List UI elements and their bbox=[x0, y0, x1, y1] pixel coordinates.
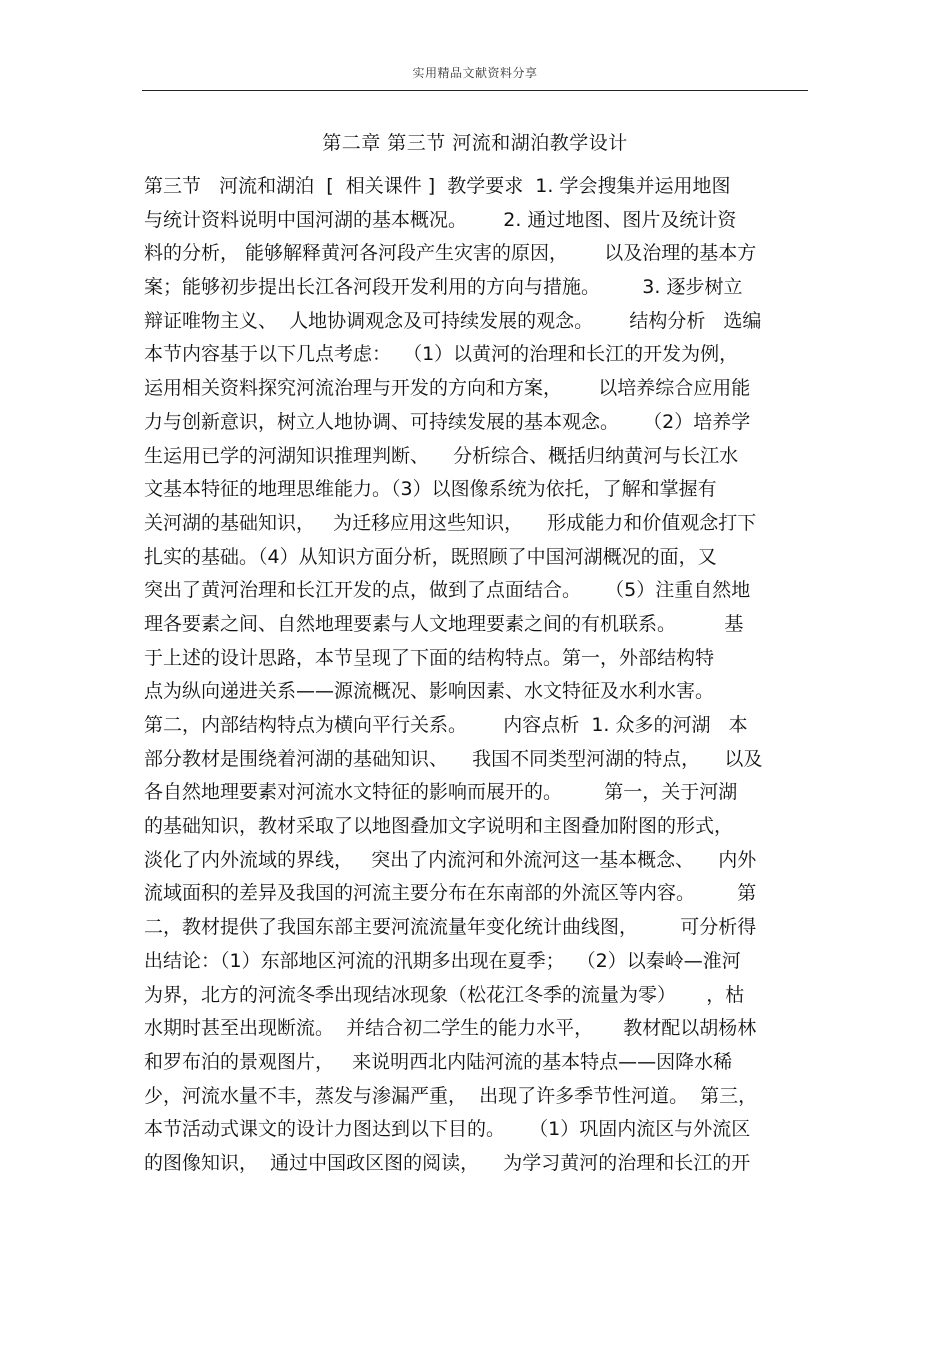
text-line: 于上述的设计思路，本节呈现了下面的结构特点。第一，外部结构特 bbox=[144, 646, 715, 669]
text-line: 出结论：（1）东部地区河流的汛期多出现在夏季； （2）以秦岭—淮河 bbox=[144, 949, 741, 972]
text-line: 案；能够初步提出长江各河段开发利用的方向与措施。 3. 逐步树立 bbox=[144, 276, 743, 299]
text-line: 为界，北方的河流冬季出现结冰现象（松花江冬季的流量为零） ，枯 bbox=[144, 983, 745, 1006]
text-line: 少，河流水量不丰，蒸发与渗漏严重， 出现了许多季节性河道。 第三， bbox=[144, 1084, 758, 1107]
text-line: 与统计资料说明中国河湖的基本概况。 2. 通过地图、图片及统计资 bbox=[144, 208, 737, 231]
text-line: 辩证唯物主义、 人地协调观念及可持续发展的观念。 结构分析 选编 bbox=[144, 309, 762, 332]
text-line: 文基本特征的地理思维能力。（3）以图像系统为依托，了解和掌握有 bbox=[144, 478, 717, 501]
text-line: 二，教材提供了我国东部主要河流流量年变化统计曲线图， 可分析得 bbox=[144, 916, 757, 939]
text-line: 的图像知识， 通过中国政区图的阅读， 为学习黄河的治理和长江的开 bbox=[144, 1151, 751, 1174]
text-line: 淡化了内外流域的界线， 突出了内流河和外流河这一基本概念、 内外 bbox=[144, 848, 757, 871]
text-line: 第二，内部结构特点为横向平行关系。 内容点析 1. 众多的河湖 本 bbox=[144, 714, 748, 736]
document-title: 第二章 第三节 河流和湖泊教学设计 bbox=[322, 132, 628, 154]
page-header: 实用精品文献资料分享 bbox=[412, 66, 538, 80]
text-line: 和罗布泊的景观图片， 来说明西北内陆河流的基本特点——因降水稀 bbox=[144, 1050, 733, 1073]
text-line: 部分教材是围绕着河湖的基础知识、 我国不同类型河湖的特点， 以及 bbox=[144, 747, 763, 770]
text-line: 各自然地理要素对河流水文特征的影响而展开的。 第一，关于河湖 bbox=[144, 781, 738, 804]
text-line: 第三节 河流和湖泊 [ 相关课件 ] 教学要求 1. 学会搜集并运用地图 bbox=[144, 175, 731, 197]
text-line: 理各要素之间、自然地理要素与人文地理要素之间的有机联系。 基 bbox=[144, 612, 744, 635]
text-line: 关河湖的基础知识， 为迁移应用这些知识， 形成能力和价值观念打下 bbox=[144, 511, 757, 534]
text-line: 点为纵向递进关系——源流概况、影响因素、水文特征及水利水害。 bbox=[144, 680, 715, 703]
text-line: 水期时甚至出现断流。 并结合初二学生的能力水平， 教材配以胡杨林 bbox=[144, 1017, 757, 1040]
header-divider bbox=[142, 90, 808, 91]
text-line: 生运用已学的河湖知识推理判断、 分析综合、概括归纳黄河与长江水 bbox=[144, 444, 739, 467]
body-text bbox=[144, 170, 810, 1181]
text-line: 运用相关资料探究河流治理与开发的方向和方案， 以培养综合应用能 bbox=[144, 377, 751, 400]
text-line: 料的分析， 能够解释黄河各河段产生灾害的原因， 以及治理的基本方 bbox=[144, 242, 757, 265]
text-line: 的基础知识，教材采取了以地图叠加文字说明和主图叠加附图的形式， bbox=[144, 815, 734, 838]
text-line: 流域面积的差异及我国的河流主要分布在东南部的外流区等内容。 第 bbox=[144, 882, 757, 905]
text-line: 突出了黄河治理和长江开发的点，做到了点面结合。 （5）注重自然地 bbox=[144, 579, 751, 602]
text-line: 扎实的基础。（4）从知识方面分析，既照顾了中国河湖概况的面，又 bbox=[144, 545, 717, 568]
text-line: 力与创新意识，树立人地协调、可持续发展的基本观念。 （2）培养学 bbox=[144, 410, 751, 433]
text-line: 本节内容基于以下几点考虑： （1）以黄河的治理和长江的开发为例， bbox=[144, 343, 739, 366]
text-line: 本节活动式课文的设计力图达到以下目的。 （1）巩固内流区与外流区 bbox=[144, 1118, 751, 1141]
